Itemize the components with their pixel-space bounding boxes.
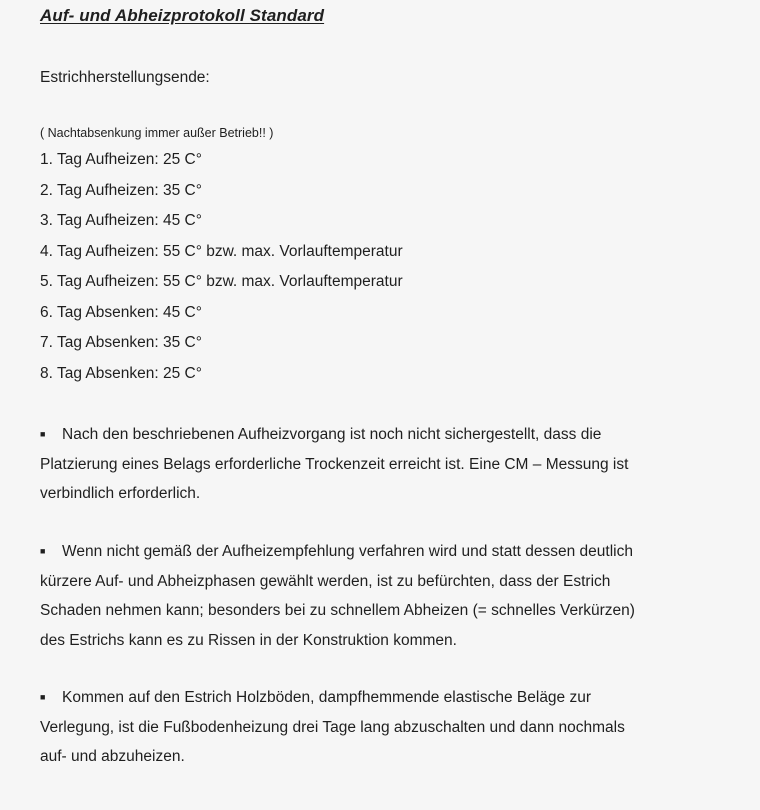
schedule-day-4: 4. Tag Aufheizen: 55 C° bzw. max. Vorlauftemperatur <box>40 242 403 260</box>
paragraph-line: Schaden nehmen kann; besonders bei zu schnellem Abheizen (= schnelles Verkürzen) <box>40 602 635 619</box>
bullet-icon: ■ <box>40 692 46 702</box>
floor-covering-paragraph <box>40 683 740 772</box>
document-title: Auf- und Abheizprotokoll Standard <box>40 6 325 25</box>
paragraph-line: Kommen auf den Estrich Holzböden, dampfhemmende elastische Beläge zur <box>62 689 592 706</box>
paragraph-line: auf- und abzuheizen. <box>40 748 185 765</box>
paragraph-line: Platzierung eines Belags erforderliche Trockenzeit erreicht ist. Eine CM – Messung ist <box>40 455 629 473</box>
schedule-day-3: 3. Tag Aufheizen: 45 C° <box>40 212 202 229</box>
paragraph-line: Verlegung, ist die Fußbodenheizung drei Tage lang abzuschalten und dann nochmals <box>40 718 625 736</box>
paragraph-line: Nach den beschriebenen Aufheizvorgang ist noch nicht sichergestellt, dass die <box>62 426 602 443</box>
drying-time-paragraph <box>40 420 740 509</box>
schedule-day-8: 8. Tag Absenken: 25 C° <box>40 364 202 382</box>
paragraph-line: des Estrichs kann es zu Rissen in der Konstruktion kommen. <box>40 631 457 649</box>
night-setback-note: ( Nachtabsenkung immer außer Betrieb!! ) <box>40 126 274 140</box>
schedule-day-5: 5. Tag Aufheizen: 55 C° bzw. max. Vorlauftemperatur <box>40 273 403 290</box>
schedule-day-1: 1. Tag Aufheizen: 25 C° <box>40 151 202 168</box>
paragraph-line: kürzere Auf- und Abheizphasen gewählt werden, ist zu befürchten, dass der Estrich <box>40 572 611 590</box>
bullet-icon: ■ <box>40 429 46 439</box>
paragraph-line: Wenn nicht gemäß der Aufheizempfehlung verfahren wird und statt dessen deutlich <box>62 543 633 560</box>
schedule-day-2: 2. Tag Aufheizen: 35 C° <box>40 181 202 199</box>
paragraph-line: verbindlich erforderlich. <box>40 485 201 502</box>
heating-schedule-list <box>40 149 403 393</box>
bullet-icon: ■ <box>40 546 46 556</box>
schedule-day-6: 6. Tag Absenken: 45 C° <box>40 303 202 321</box>
schedule-day-7: 7. Tag Absenken: 35 C° <box>40 334 202 351</box>
screed-completion-label: Estrichherstellungsende: <box>40 69 210 86</box>
heating-warning-paragraph <box>40 537 740 655</box>
